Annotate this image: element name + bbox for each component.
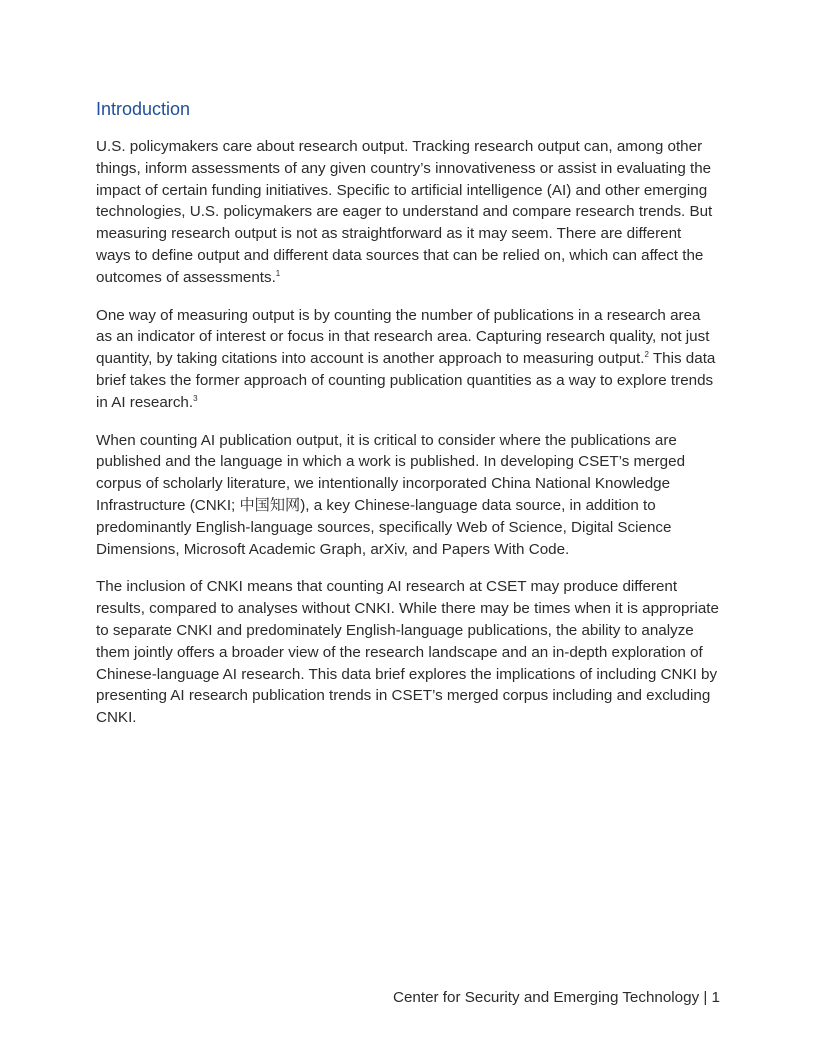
paragraph-3: When counting AI publication output, it is critical to consider where the publications are published and the language in which a work is published. In developing CSET’s merged corpus of scholarly literature, we intentionally incorporated China National Knowledge Infrastructure (CNKI; 中国知网), a key Chinese-language data source, in addition to predominantly English-language sources, specifically Web of Science, Digital Science Dimensions, Microsoft Academic Graph, arXiv, and Papers With Code. [96,431,686,558]
section-heading: Introduction [96,99,191,119]
document-page [96,96,720,745]
page-footer: Center for Security and Emerging Technology | 1 [393,989,720,1006]
paragraph-1-text: U.S. policymakers care about research output. Tracking research output can, among other things, inform assessments of any given country’s innovativeness or assist in evaluating the impact of certain funding initiatives. Specific to artificial intelligence (AI) and other emerging technologies, U.S. policymakers are eager to understand and compare research trends. But measuring research output is not as straightforward as it may seem. There are different ways to define output and different data sources that can be relied on, which can affect the outcomes of assessments. [96,138,713,286]
paragraph-4: The inclusion of CNKI means that counting AI research at CSET may produce different results, compared to analyses without CNKI. While there may be times when it is appropriate to separate CNKI and predominately English-language publications, the ability to analyze them jointly offers a broader view of the research landscape and an in-depth exploration of Chinese-language AI research. This data brief explores the implications of including CNKI by presenting AI research publication trends in CSET’s merged corpus including and excluding CNKI. [96,578,719,727]
paragraph-1 [96,136,720,289]
footnote-ref-3[interactable]: 3 [193,393,198,403]
paragraph-2-text-b: This data brief takes the former approach of counting publication quantities as a way to explore trends in AI research. [96,350,716,411]
footnote-ref-1[interactable]: 1 [275,268,281,278]
paragraph-2 [96,305,720,414]
paragraph-2-text-a: One way of measuring output is by counting the number of publications in a research area as an indicator of interest or focus in that research area. Capturing research quality, not just quantity, by taking citations into account is another approach to measuring output. [96,306,710,368]
footnote-ref-2[interactable]: 2 [644,350,649,360]
